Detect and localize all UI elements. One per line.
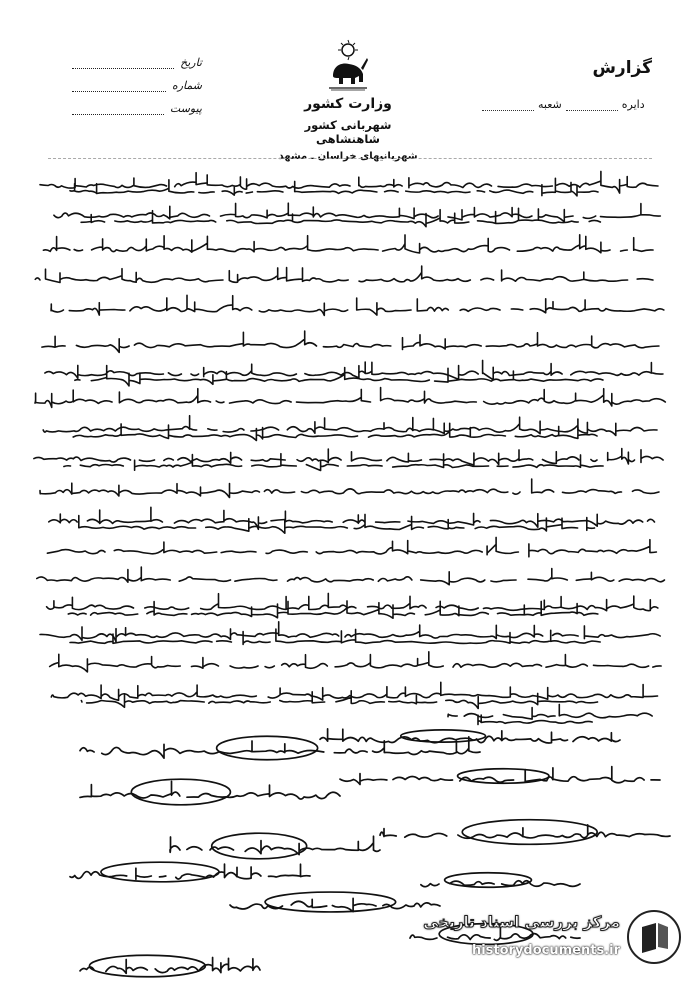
handwritten-line <box>45 360 663 379</box>
signature-flourish <box>101 862 219 882</box>
handwritten-line <box>47 537 656 556</box>
signature-flourish <box>212 833 307 859</box>
handwritten-line <box>48 203 660 222</box>
handwritten-line <box>33 331 659 352</box>
handwritten-line <box>43 235 653 253</box>
signature-flourish <box>131 779 230 805</box>
handwritten-line <box>43 416 657 436</box>
department-label: دایره <box>621 98 645 111</box>
header-divider <box>48 158 652 159</box>
handwritten-line <box>25 449 663 465</box>
attachment-label: پیوست <box>169 102 202 115</box>
signature-flourish <box>462 820 597 845</box>
signature-stroke <box>380 825 670 838</box>
handwritten-line <box>49 507 655 529</box>
organization-branch: شهربانیهای خراسان ـ مشهد <box>278 151 418 162</box>
signature-flourish <box>89 955 205 977</box>
handwritten-line <box>40 479 659 498</box>
document-type: گزارش <box>592 58 652 78</box>
handwritten-line <box>75 366 603 386</box>
signature-stroke <box>159 836 380 854</box>
number-row <box>72 79 202 92</box>
letterhead-left <box>72 56 202 125</box>
archive-logo-icon <box>626 909 682 965</box>
signature-stroke <box>70 864 310 879</box>
date-label: تاریخ <box>180 56 202 69</box>
handwritten-report-body <box>18 168 688 748</box>
letterhead-center <box>278 38 418 162</box>
handwritten-line <box>30 266 653 282</box>
handwritten-line <box>79 514 595 533</box>
section-label: شعبه <box>538 98 562 111</box>
handwritten-line <box>32 567 664 585</box>
handwritten-line <box>40 171 658 193</box>
handwritten-line <box>25 388 666 408</box>
watermark-url: historydocuments.ir <box>471 943 620 958</box>
lion-and-sun-emblem-icon <box>325 38 371 92</box>
signature-stroke <box>230 898 440 911</box>
signature-stroke <box>412 881 580 887</box>
department-section-line <box>482 98 652 111</box>
handwritten-line <box>51 682 657 700</box>
organization-name: شهربانی کشور شاهنشاهی <box>304 118 392 146</box>
attachment-row <box>72 102 202 115</box>
archive-watermark <box>412 909 682 969</box>
number-label: شماره <box>171 79 202 92</box>
letterhead-right <box>482 58 652 111</box>
signature-stroke <box>80 781 340 799</box>
signature-flourish <box>265 892 396 912</box>
handwritten-line <box>51 295 664 315</box>
ministry-name: وزارت کشور <box>304 96 392 112</box>
signature-flourish <box>217 736 318 760</box>
handwritten-line <box>64 454 603 471</box>
signature-stroke <box>80 958 260 974</box>
handwritten-line <box>50 652 661 672</box>
handwritten-line <box>40 622 660 642</box>
watermark-title: مرکز بررسی اسناد تاریخی <box>423 913 620 931</box>
date-row <box>72 56 202 69</box>
